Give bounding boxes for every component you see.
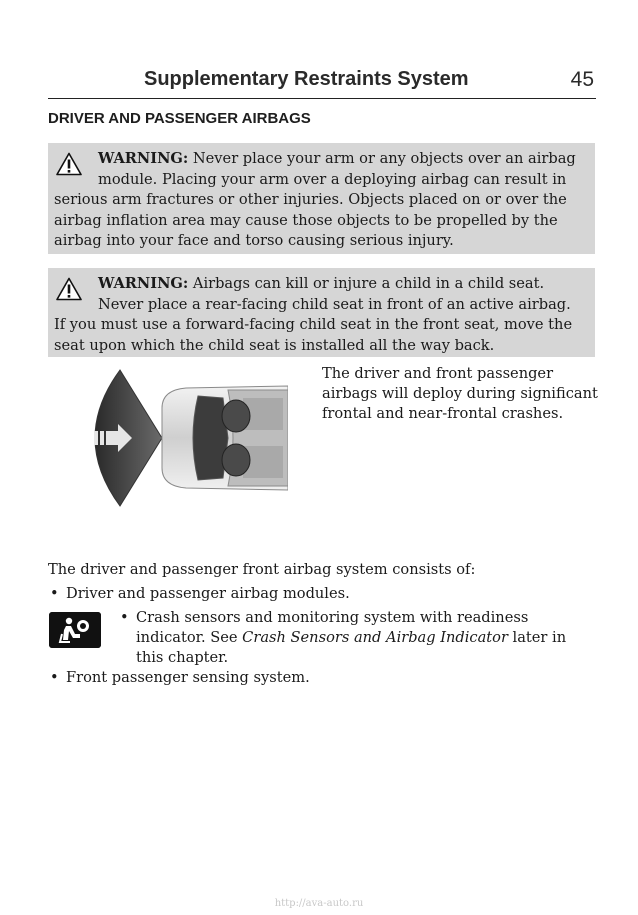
list-item: • Driver and passenger airbag modules.	[50, 585, 350, 602]
warning-text: WARNING: Airbags can kill or injure a child in a child seat. Never place a rear-facing child seat in front of an active airbag. If you must use a forward-facing child seat in the front seat, move the seat upon which the child seat is installed all the way back.	[54, 275, 573, 354]
airbag-deployment-illustration	[78, 368, 288, 508]
driver-airbag	[222, 400, 250, 432]
page-number: 45	[570, 68, 594, 91]
cross-reference: Crash Sensors and Airbag Indicator	[242, 629, 508, 646]
bullet-mark: •	[120, 609, 129, 626]
warning-text: WARNING: Never place your arm or any objects over an airbag module. Placing your arm over a deploying airbag can result in serious arm fractures or other injuries. Objects placed on or over the airbag inflation area may cause those objects to be propelled by the airbag into your face and torso causing serious injury.	[54, 150, 576, 249]
list-item: • Front passenger sensing system.	[50, 669, 310, 686]
warning-label: WARNING:	[98, 275, 189, 292]
warning-label: WARNING:	[98, 150, 189, 167]
system-intro: The driver and passenger front airbag system consists of:	[48, 561, 476, 578]
section-heading: DRIVER AND PASSENGER AIRBAGS	[48, 110, 311, 127]
bullet-mark: •	[50, 669, 59, 686]
bullet-mark: •	[50, 585, 59, 602]
warning-box-arm	[48, 143, 595, 254]
list-item: • Crash sensors and monitoring system with readiness indicator. See Crash Sensors and Airbag Indicator later in this chapter.	[120, 609, 567, 666]
footer-url: http://ava-auto.ru	[274, 898, 364, 909]
warning-box-child-seat	[48, 268, 595, 357]
passenger-airbag	[222, 444, 250, 476]
car-top-view	[162, 386, 288, 490]
page-header	[48, 66, 596, 99]
warning-triangle-icon	[56, 152, 82, 176]
airbag-indicator-icon	[49, 612, 101, 648]
figure-caption: The driver and front passenger airbags will deploy during significant frontal and near-frontal crashes.	[322, 365, 598, 422]
warning-triangle-icon	[56, 277, 82, 301]
chapter-title: Supplementary Restraints System	[144, 68, 469, 90]
